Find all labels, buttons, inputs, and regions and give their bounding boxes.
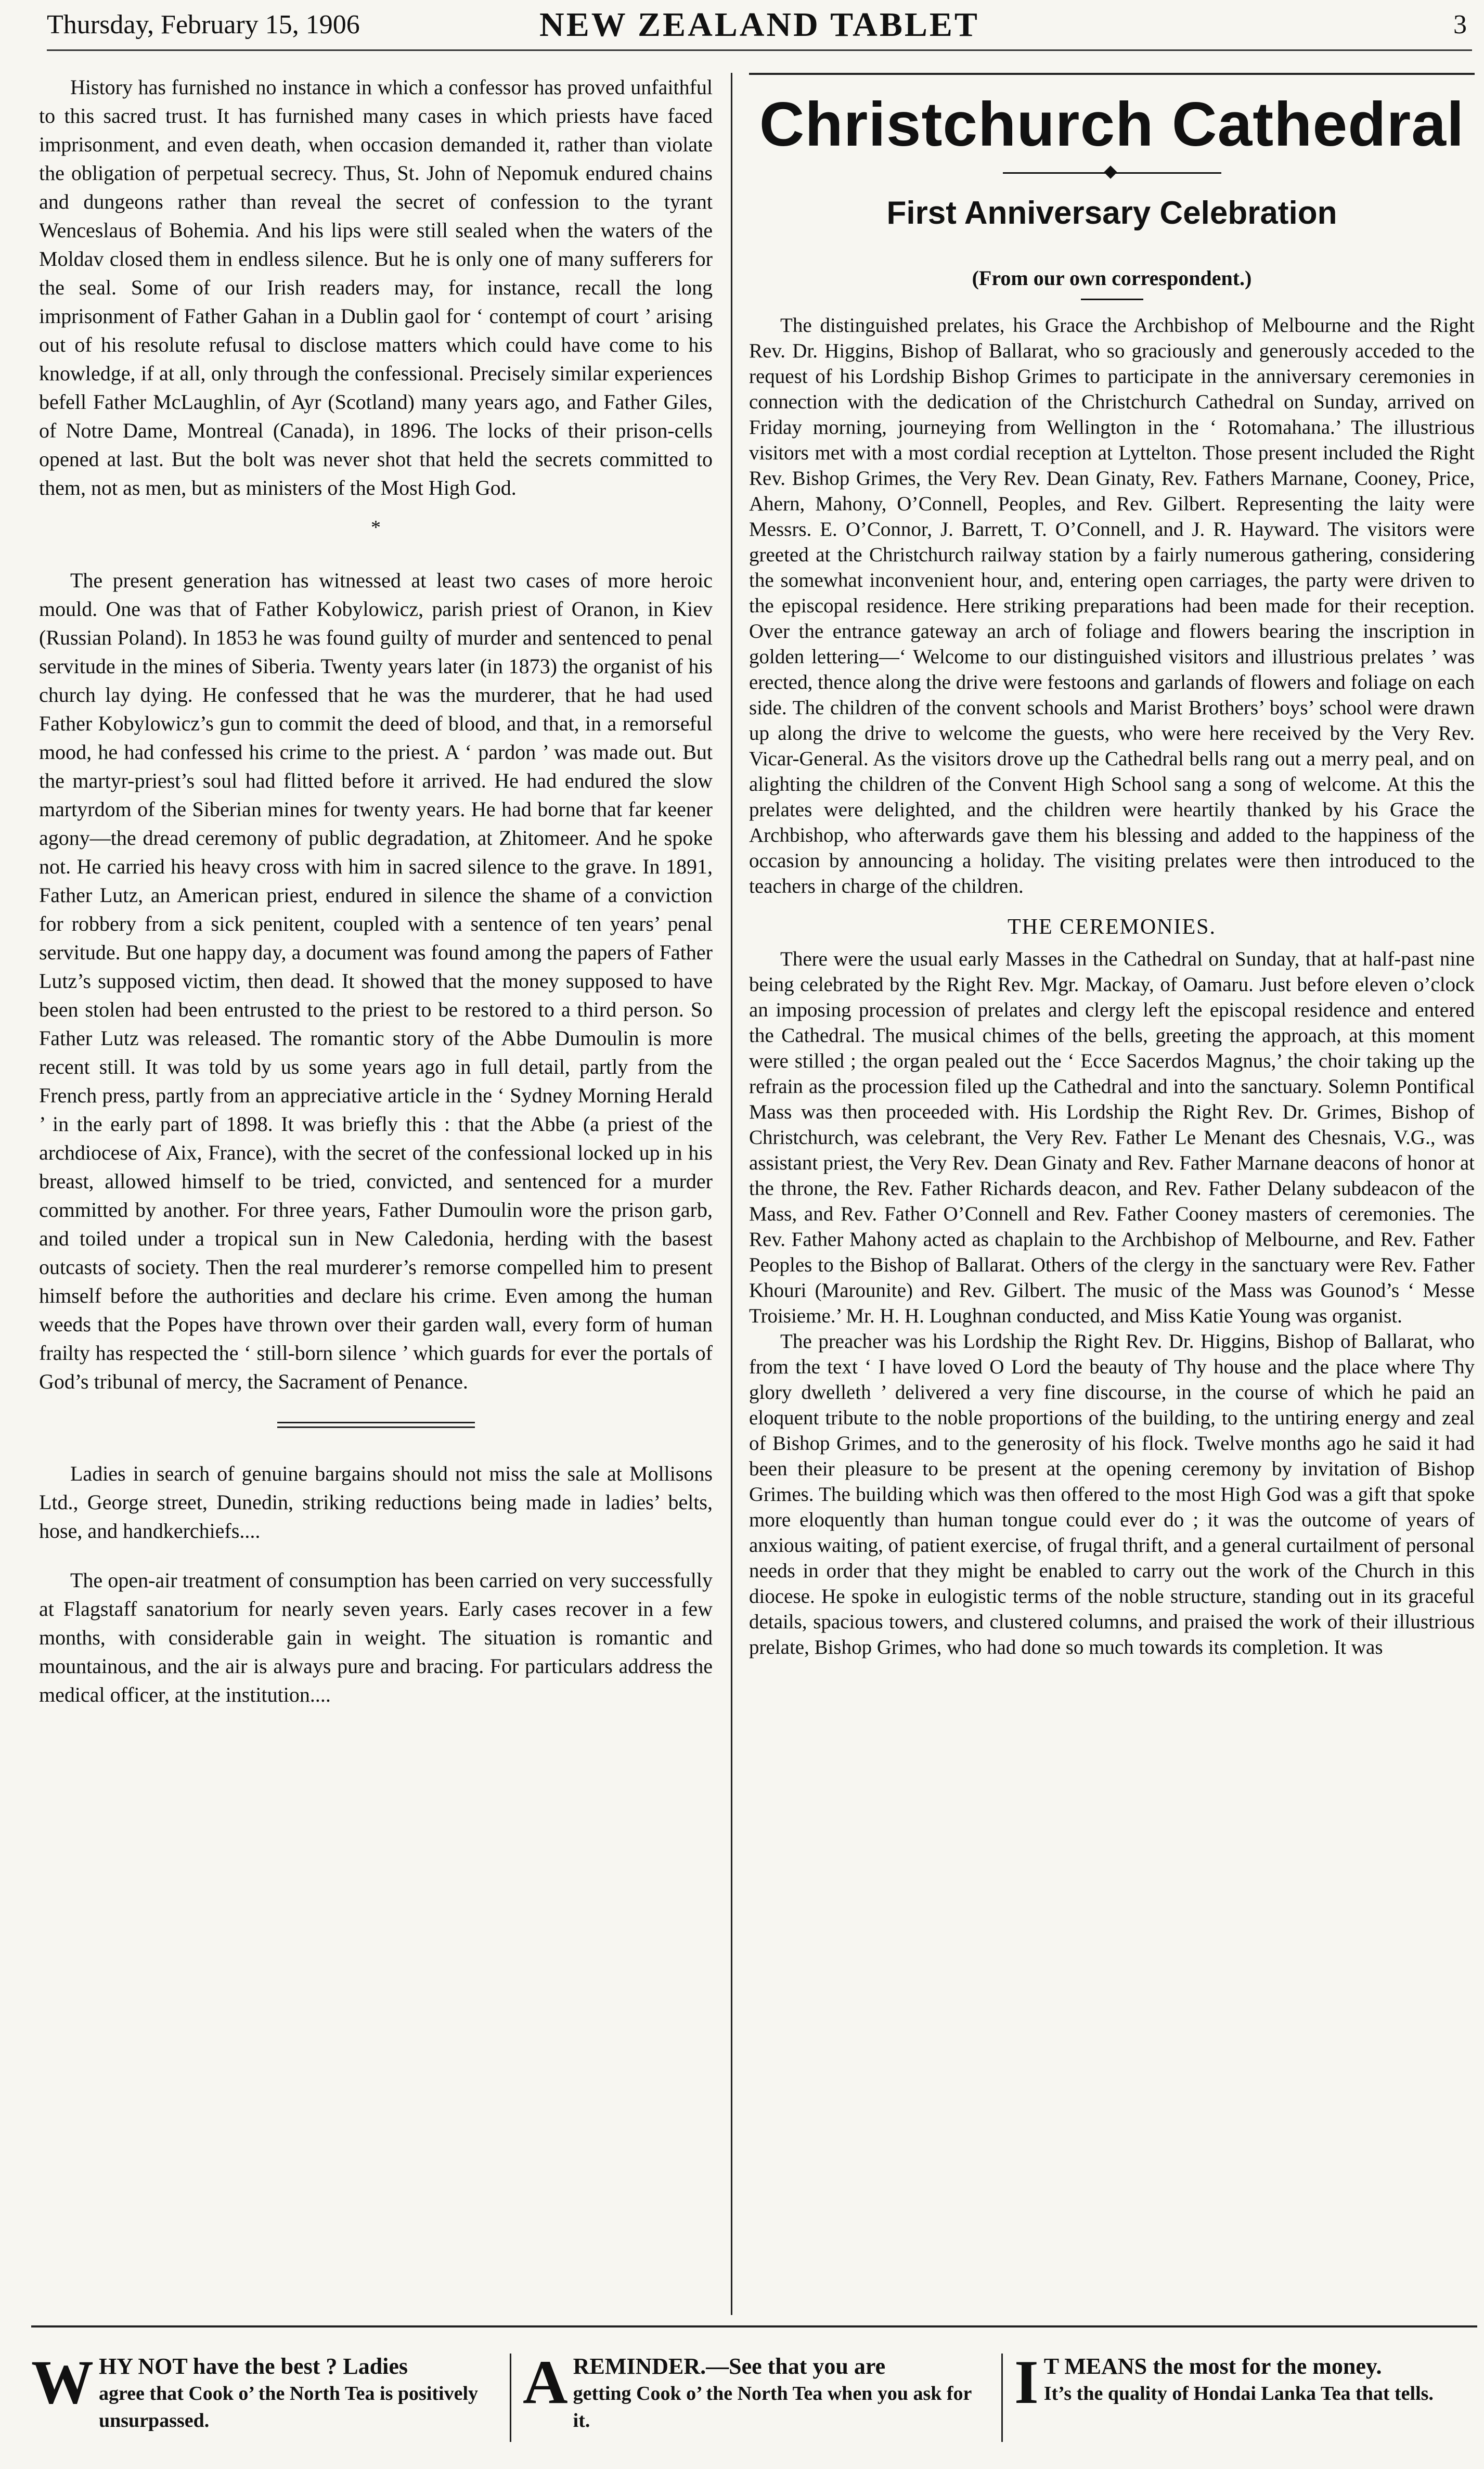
ad-hondai-lanka xyxy=(1014,2347,1472,2458)
page-number: 3 xyxy=(1453,10,1467,40)
column-rule xyxy=(731,73,732,2315)
issue-date: Thursday, February 15, 1906 xyxy=(47,10,360,40)
ad-divider xyxy=(510,2354,511,2442)
masthead xyxy=(47,0,1472,51)
article-subtitle: First Anniversary Celebration xyxy=(886,195,1337,231)
article-paragraph: The present generation has witnessed at least two cases of more heroic mould. One was that of Father Kobylowicz, parish priest of Oranon, in Kiev (Russian Poland). In 1853 he was found guilty of murder and sentenced to penal servitude in the mines of Siberia. Twenty years later (in 1873) the organist of his church lay dying. He confessed that he was the murderer, that he had used Father Kobylowicz’s gun to commit the deed of blood, and that, in a remorseful mood, he had confessed his crime to the priest. A ‘ pardon ’ was made out. But the martyr-priest’s soul had flitted before it arrived. He had endured the slow martyrdom of the Siberian mines for twenty years. He had borne that far keener agony—the dread ceremony of public degradation, at Zhitomeer. And he spoke not. He carried his heavy cross with him in sacred silence to the grave. In 1891, Father Lutz, an American priest, endured in silence the shame of a conviction for robbery from a sick penitent, coupled with a sentence of ten years’ penal servitude. But one happy day, a document was found among the papers of Father Lutz’s supposed victim, then dead. It showed that the money supposed to have been stolen had been entrusted to the priest to be restored to a third person. So Father Lutz was released. The romantic story of the Abbe Dumoulin is more recent still. It was told by us some years ago in full detail, partly from the French press, partly from an appreciative article in the ‘ Sydney Morning Herald ’ in the early part of 1898. It was briefly this : that the Abbe (a priest of the archdiocese of Aix, France), with the secret of the confessional locked up in his breast, allowed himself to be tried, convicted, and sentenced for a murder committed by another. For three years, Father Dumoulin wore the prison garb, and toiled under a tropical sun in New Caledonia, herding with the basest outcasts of society. Then the real murderer’s remorse compelled him to present himself before the authorities and declare his crime. Even among the human weeds that the Popes have thrown over their garden wall, every form of human frailty has respected the ‘ still-born silence ’ which guards for ever the portals of God’s tribunal of mercy, the Sacrament of Penance. xyxy=(39,569,713,1393)
section-heading: THE CEREMONIES. xyxy=(1008,915,1216,939)
footer-ads xyxy=(31,2325,1477,2468)
title-ornament xyxy=(1003,168,1221,178)
drop-cap: I xyxy=(1014,2347,1039,2416)
ad-cook-o-the-north-reminder xyxy=(523,2347,991,2458)
article-paragraph: The distinguished prelates, his Grace the Archbishop of Melbourne and the Right Rev. Dr. Higgins, Bishop of Ballarat, who so graciously and generously acceded to the request of his Lordship Bishop Grimes to participate in the anniversary ceremonies in connection with the dedication of the Christchurch Cathedral on Sunday, arrived on Friday morning, journeying from Wellington in the ‘ Rotomahana.’ The illustrious visitors met with a most cordial reception at Lyttelton. Those present included the Right Rev. Bishop Grimes, the Very Rev. Dean Ginaty, Rev. Fathers Marnane, Cooney, Price, Ahern, Mahony, O’Connell, Peoples, and Rev. Gilbert. Representing the laity were Messrs. E. O’Connor, J. Barrett, T. O’Connell, and J. R. Hayward. The visitors were greeted at the Christchurch railway station by a fairly numerous gathering, considering the somewhat inconvenient hour, and, entering open carriages, the party were driven to the episcopal residence. Here striking preparations had been made for their reception. Over the entrance gateway an arch of foliage and flowers bearing the inscription in golden lettering—‘ Welcome to our distinguished visitors and illustrious prelates ’ was erected, thence along the drive were festoons and garlands of flowers and foliage on each side. The children of the convent schools and Marist Brothers’ boys’ school were drawn up along the drive to welcome the guests, who were here received by the Very Rev. Vicar-General. As the visitors drove up the Cathedral bells rang out a merry peal, and on alighting the children of the Convent High School sang a song of welcome. At this the prelates were delighted, and the children were heartily thanked by his Grace the Archbishop, who afterwards gave them his blessing and added to the happiness of the occasion by announcing a holiday. The visiting prelates were then introduced to the teachers in charge of the children. xyxy=(749,314,1475,897)
drop-cap: A xyxy=(523,2347,568,2416)
ad-headline: REMINDER.—See that you are xyxy=(573,2354,886,2379)
right-column xyxy=(749,73,1475,2315)
section-divider xyxy=(277,1422,475,1428)
ad-body: It’s the quality of Hondai Lanka Tea that tells. xyxy=(1043,2383,1434,2404)
article-title: Christchurch Cathedral xyxy=(759,89,1465,159)
article-paragraph: History has furnished no instance in which a confessor has proved unfaithful to this sacred trust. It has furnished many cases in which priests have faced imprisonment, and even death, when occasion demanded it, rather than violate the obligation of perpetual secrecy. Thus, St. John of Nepomuk endured chains and dungeons rather than reveal the secret of confession to the tyrant Wenceslaus of Bohemia. And his lips were still sealed when the waters of the Moldav closed them in endless silence. But he is only one of many sufferers for the seal. Some of our Irish readers may, for instance, recall the long imprisonment of Father Gahan in a Dublin gaol for ‘ contempt of court ’ arising out of his resolute refusal to disclose matters which could have come to his knowledge, if at all, only through the confessional. Precisely similar experiences befell Father McLaughlin, of Ayr (Scotland) many years ago, and Father Giles, of Notre Dame, Montreal (Canada), in 1896. The locks of their prison-cells opened at last. But the bolt was never shot that held the secrets committed to them, not as men, but as ministers of the Most High God. xyxy=(39,75,713,499)
ad-headline: T MEANS the most for the money. xyxy=(1043,2354,1382,2379)
article-top-rule xyxy=(749,73,1475,75)
ad-cook-o-the-north-best xyxy=(31,2347,499,2458)
drop-cap: W xyxy=(31,2347,94,2416)
newspaper-title: NEW ZEALAND TABLET xyxy=(539,6,979,44)
article-paragraph: The preacher was his Lordship the Right Rev. Dr. Higgins, Bishop of Ballarat, who from the text ‘ I have loved O Lord the beauty of Thy house and the place where Thy glory dwelleth ’ delivered a very fine discourse, in the course of which he paid an eloquent tribute to the noble proportions of the building, to the untiring energy and zeal of Bishop Grimes, and to the generosity of his flock. Twelve months ago he said it had been their pleasure to be present at the opening ceremony by invitation of Bishop Grimes. The building which was then offered to the most High God was a gift that spoke more eloquently than human tongue could ever do ; it was the outcome of years of anxious waiting, of patient exercise, of frugal thrift, and a general curtailment of personal needs in order that they might be enabled to carry out the work of the Church in this diocese. He spoke in eulogistic terms of the noble structure, standing out in its graceful details, spacious towers, and clustered columns, and praised the work of their illustrious prelate, Bishop Grimes, who had done so much towards its completion. It was xyxy=(749,1330,1475,1658)
section-star: * xyxy=(371,517,381,538)
article-paragraph: There were the usual early Masses in the Cathedral on Sunday, that at half-past nine being celebrated by the Right Rev. Mgr. Mackay, of Oamaru. Just before eleven o’clock an imposing procession of prelates and clergy left the episcopal residence and entered the Cathedral. The musical chimes of the bells, greeting the approach, at this moment were stilled ; the organ pealed out the ‘ Ecce Sacerdos Magnus,’ the choir taking up the refrain as the procession filed up the Cathedral and into the sanctuary. Solemn Pontifical Mass was then proceeded with. His Lordship the Right Rev. Dr. Grimes, Bishop of Christchurch, was celebrant, the Very Rev. Father Le Menant des Chesnais, V.G., was assistant priest, the Very Rev. Dean Ginaty and Rev. Father Marnane deacons of honor at the throne, the Rev. Father Richards deacon, and Rev. Father Delany subdeacon of the Mass, and Rev. Father O’Connell and Rev. Father Cooney masters of ceremonies. The Rev. Father Mahony acted as chaplain to the Archbishop of Melbourne, and Rev. Father Peoples to the Bishop of Ballarat. Others of the clergy in the sanctuary were Rev. Father Khouri (Marounite) and Rev. Gilbert. The music of the Mass was Gounod’s ‘ Messe Troisieme.’ Mr. H. H. Loughnan conducted, and Miss Katie Young was organist. xyxy=(749,948,1475,1327)
ad-headline: HY NOT have the best ? Ladies xyxy=(99,2354,408,2379)
notice-paragraph: Ladies in search of genuine bargains should not miss the sale at Mollisons Ltd., George street, Dunedin, striking reductions being made in ladies’ belts, hose, and handkerchiefs.... xyxy=(39,1462,713,1542)
short-rule xyxy=(1081,299,1143,300)
ad-divider xyxy=(1001,2354,1003,2442)
notice-paragraph: The open-air treatment of consumption has been carried on very successfully at Flagstaff sanatorium for nearly seven years. Early cases recover in a few months, with considerable gain in weight. The situation is romantic and mountainous, and the air is always pure and bracing. For particulars address the medical officer, at the institution.... xyxy=(39,1568,713,1706)
ad-body: getting Cook o’ the North Tea when you ask for it. xyxy=(573,2383,972,2432)
left-column xyxy=(39,73,713,2315)
correspondent-line: (From our own correspondent.) xyxy=(972,266,1252,290)
ad-body: agree that Cook o’ the North Tea is positively unsurpassed. xyxy=(99,2383,479,2432)
